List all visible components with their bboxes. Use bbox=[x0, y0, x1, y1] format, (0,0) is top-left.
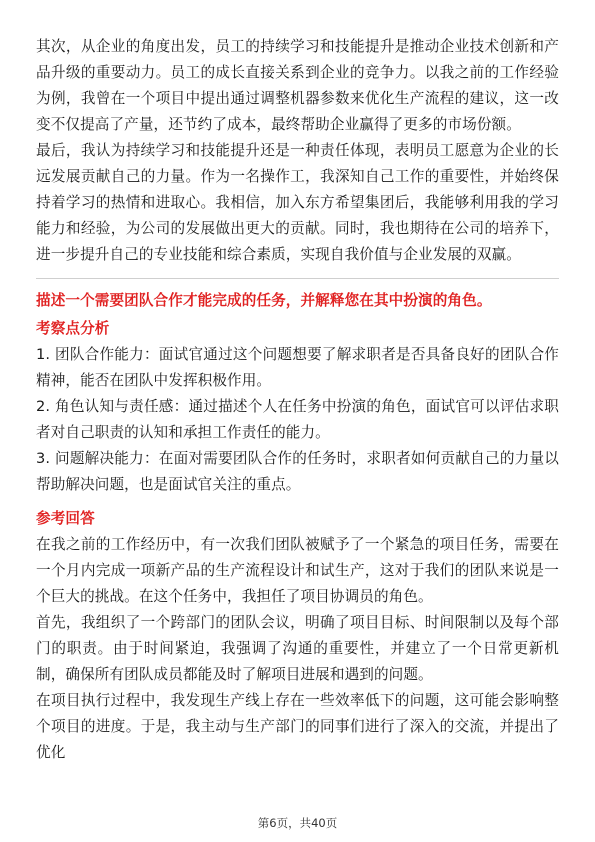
analysis-item: 3. 问题解决能力：在面对需要团队合作的任务时，求职者如何贡献自己的力量以帮助解决问题，也是面试官关注的重点。 bbox=[36, 450, 559, 493]
body-paragraph: 其次，从企业的角度出发，员工的持续学习和技能提升是推动企业技术创新和产品升级的重要动力。员工的成长直接关系到企业的竞争力。以我之前的工作经验为例，我曾在一个项目中提出通过调整机器参数来优化生产流程的建议，这一改变不仅提高了产量，还节约了成本，最终帮助企业赢得了更多的市场份额。 bbox=[36, 38, 559, 133]
analysis-item: 2. 角色认知与责任感：通过描述个人在任务中扮演的角色，面试官可以评估求职者对自己职责的认知和承担工作责任的能力。 bbox=[36, 398, 559, 441]
answer-paragraph: 首先，我组织了一个跨部门的团队会议，明确了项目目标、时间限制以及每个部门的职责。由于时间紧迫，我强调了沟通的重要性，并建立了一个日常更新机制，确保所有团队成员都能及时了解项目进展和遇到的问题。 bbox=[36, 614, 559, 683]
answer-paragraph: 在项目执行过程中，我发现生产线上存在一些效率低下的问题，这可能会影响整个项目的进度。于是，我主动与生产部门的同事们进行了深入的交流，并提出了优化 bbox=[36, 692, 559, 761]
document-page bbox=[36, 34, 559, 766]
answer-title: 参考回答 bbox=[36, 510, 95, 527]
section-divider bbox=[36, 278, 559, 279]
analysis-item: 1. 团队合作能力：面试官通过这个问题想要了解求职者是否具备良好的团队合作精神，能否在团队中发挥积极作用。 bbox=[36, 346, 559, 389]
question-heading: 描述一个需要团队合作才能完成的任务，并解释您在其中扮演的角色。 bbox=[36, 292, 492, 309]
body-paragraph: 最后，我认为持续学习和技能提升还是一种责任体现，表明员工愿意为企业的长远发展贡献自己的力量。作为一名操作工，我深知自己工作的重要性，并始终保持着学习的热情和进取心。我相信，加入东方希望集团后，我能够利用我的学习能力和经验，为公司的发展做出更大的贡献。同时，我也期待在公司的培养下，进一步提升自己的专业技能和综合素质，实现自我价值与企业发展的双赢。 bbox=[36, 142, 559, 263]
page-number: 第6页，共40页 bbox=[257, 816, 338, 830]
answer-paragraph: 在我之前的工作经历中，有一次我们团队被赋予了一个紧急的项目任务，需要在一个月内完成一项新产品的生产流程设计和试生产，这对于我们的团队来说是一个巨大的挑战。在这个任务中，我担任了项目协调员的角色。 bbox=[36, 536, 559, 605]
analysis-title: 考察点分析 bbox=[36, 320, 110, 337]
